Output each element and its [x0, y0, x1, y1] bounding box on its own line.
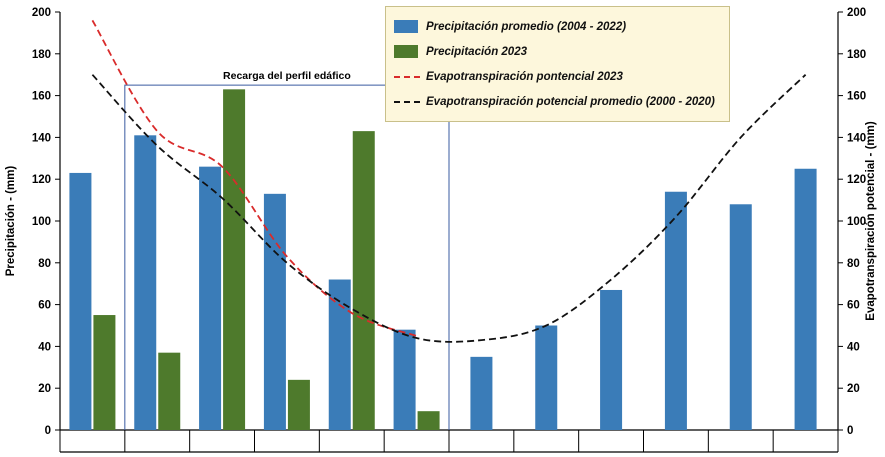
- y-tick-label-right: 160: [847, 90, 867, 103]
- legend-dash-pet-avg: [394, 101, 420, 103]
- bar-precip-avg: [134, 135, 156, 430]
- bar-precip-avg: [795, 169, 817, 430]
- y-tick-label-left: 160: [31, 90, 51, 103]
- y-axis-title-right: Evapotranspiración potencial - (mm): [865, 121, 877, 321]
- legend-label-precip-2023: Precipitación 2023: [426, 45, 527, 58]
- y-tick-label-right: 120: [847, 174, 867, 187]
- y-tick-label-right: 200: [847, 7, 867, 19]
- y-axis-title-left: Precipitación - (mm): [5, 165, 17, 277]
- y-tick-label-left: 100: [31, 216, 51, 228]
- bar-precip-2023: [288, 380, 310, 430]
- legend-label-precip-avg: Precipitación promedio (2004 - 2022): [426, 20, 627, 33]
- y-tick-label-right: 60: [847, 299, 860, 312]
- y-tick-label-right: 0: [847, 425, 854, 437]
- y-tick-label-left: 40: [38, 341, 51, 354]
- bar-precip-avg: [69, 173, 91, 430]
- y-tick-label-left: 20: [38, 383, 51, 396]
- recharge-zone-label: Recarga del perfil edáfico: [223, 70, 351, 83]
- bar-precip-avg: [470, 357, 492, 430]
- bar-precip-avg: [199, 167, 221, 430]
- bar-precip-avg: [730, 204, 752, 430]
- bar-precip-2023: [158, 353, 180, 430]
- bar-precip-2023: [418, 411, 440, 430]
- y-tick-label-left: 200: [31, 7, 51, 19]
- y-tick-label-left: 120: [31, 174, 51, 187]
- legend-item-pet-avg: [394, 89, 721, 114]
- bar-precip-avg: [394, 330, 416, 430]
- y-tick-label-right: 40: [847, 341, 860, 354]
- legend-item-precip-avg: [394, 14, 721, 39]
- y-tick-label-right: 80: [847, 257, 860, 270]
- y-tick-label-left: 180: [31, 48, 51, 61]
- y-tick-label-left: 60: [38, 299, 51, 312]
- y-tick-label-left: 140: [31, 132, 51, 145]
- y-tick-label-right: 20: [847, 383, 860, 396]
- chart-legend: [385, 6, 730, 122]
- legend-item-pet-2023: [394, 64, 721, 89]
- bar-precip-2023: [223, 89, 245, 430]
- bar-precip-avg: [665, 192, 687, 430]
- bar-precip-avg: [600, 290, 622, 430]
- bar-precip-avg: [329, 280, 351, 430]
- y-tick-label-left: 0: [44, 425, 51, 437]
- legend-swatch-precip-avg: [394, 20, 418, 33]
- legend-label-pet-2023: Evapotranspiración pontencial 2023: [426, 70, 623, 83]
- y-tick-label-right: 140: [847, 132, 867, 145]
- y-tick-label-right: 100: [847, 216, 867, 228]
- y-tick-label-left: 80: [38, 257, 51, 270]
- bar-precip-avg: [535, 326, 557, 431]
- y-tick-label-right: 180: [847, 48, 867, 61]
- legend-dash-pet-2023: [394, 76, 420, 78]
- bar-precip-2023: [353, 131, 375, 430]
- legend-label-pet-avg: Evapotranspiración potencial promedio (2000 - 2020): [426, 95, 715, 108]
- legend-swatch-precip-2023: [394, 45, 418, 58]
- bar-precip-2023: [93, 315, 115, 430]
- legend-item-precip-2023: [394, 39, 721, 64]
